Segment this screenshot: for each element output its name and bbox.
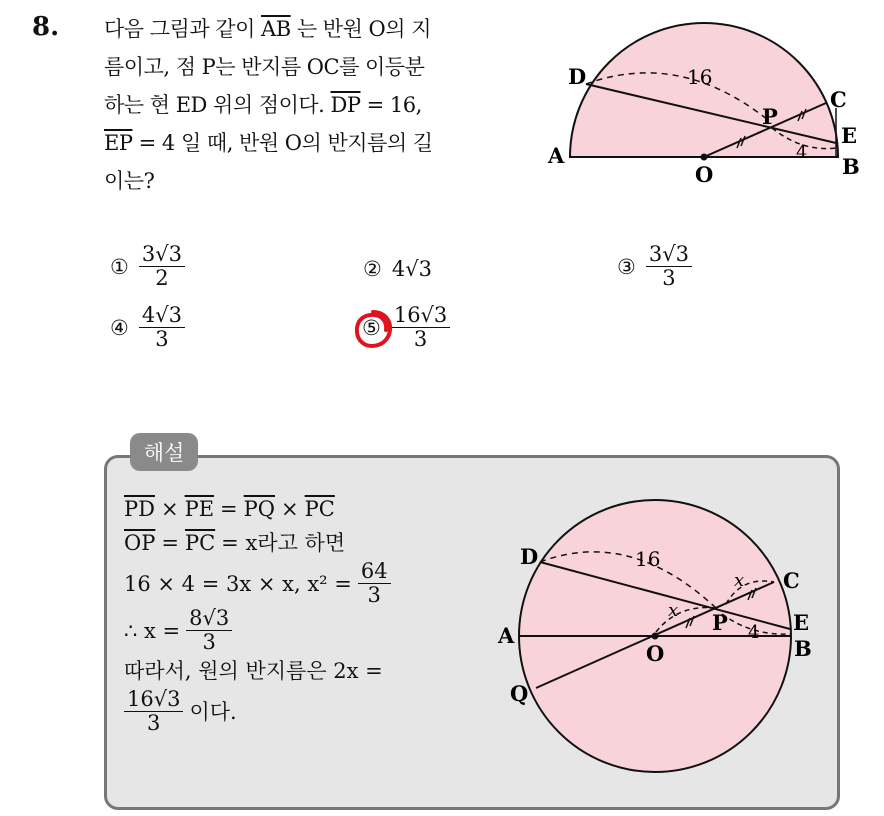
label-e: E (841, 123, 858, 148)
choice-2[interactable]: ② 4√3 (363, 257, 432, 281)
label-c: C (830, 87, 847, 112)
label-4: 4 (748, 622, 760, 643)
choice-3[interactable]: ③ $\frac{3√3}{3}$ (617, 243, 692, 290)
label-x-op: x (668, 600, 679, 621)
label-4: 4 (796, 142, 808, 163)
question-text (104, 10, 534, 200)
label-p: P (762, 104, 778, 129)
label-q: Q (510, 681, 529, 706)
label-o: O (646, 641, 665, 666)
label-b: B (842, 154, 860, 179)
question-line-5: 이는? (104, 169, 155, 193)
question-line-1: 다음 그림과 같이 $\overline{AB}$ 는 반원 O의 지 (104, 17, 431, 41)
choice-4[interactable]: ④ $\frac{4√3}{3}$ (110, 304, 185, 351)
question-line-4: $\overline{EP} = 4$ 일 때, 반원 O의 반지름의 길 (104, 131, 433, 155)
solution-line-3: 16 × 4 = 3x × x, x² = $\frac{64}{3}$ (124, 560, 484, 607)
solution-line-6: $\frac{16√3}{3}$ 이다. (124, 688, 484, 735)
question-line-3: 하는 현 ED 위의 점이다. $\overline{DP} = 16$, (104, 93, 422, 117)
question-line-2: 름이고, 점 P는 반지름 OC를 이등분 (104, 55, 425, 79)
solution-tag: 해설 (130, 433, 198, 471)
label-d: D (568, 64, 587, 89)
solution-text (124, 492, 484, 736)
circle-figure (490, 490, 830, 790)
solution-line-1: $\overline{PD}$ × $\overline{PE}$ = $\overline{PQ}$ × $\overline{PC}$ (124, 497, 335, 521)
label-16: 16 (687, 65, 713, 89)
label-b: B (794, 636, 812, 661)
label-d: D (520, 544, 539, 569)
label-a: A (548, 143, 565, 168)
solution-line-4: ∴ x = $\frac{8√3}{3}$ (124, 607, 484, 654)
point-o (652, 633, 659, 640)
label-16: 16 (635, 547, 661, 571)
label-c: C (783, 568, 800, 593)
label-x-pc: x (734, 570, 745, 591)
semicircle-figure (540, 0, 870, 190)
choice-5[interactable]: ⑤ $\frac{16√3}{3}$ (362, 304, 450, 351)
label-a: A (498, 623, 515, 648)
solution-line-5: 따라서, 원의 반지름은 2x = (124, 659, 383, 684)
problem-number: 8. (32, 12, 60, 42)
label-e: E (793, 610, 810, 635)
point-o (701, 154, 708, 161)
choice-1[interactable]: ① $\frac{3√3}{2}$ (110, 243, 185, 290)
solution-line-2: $\overline{OP}$ = $\overline{PC}$ = x라고 하면 (124, 531, 346, 555)
label-o: O (695, 162, 714, 187)
label-p: P (712, 610, 728, 635)
answer-circle-mark (351, 307, 395, 351)
